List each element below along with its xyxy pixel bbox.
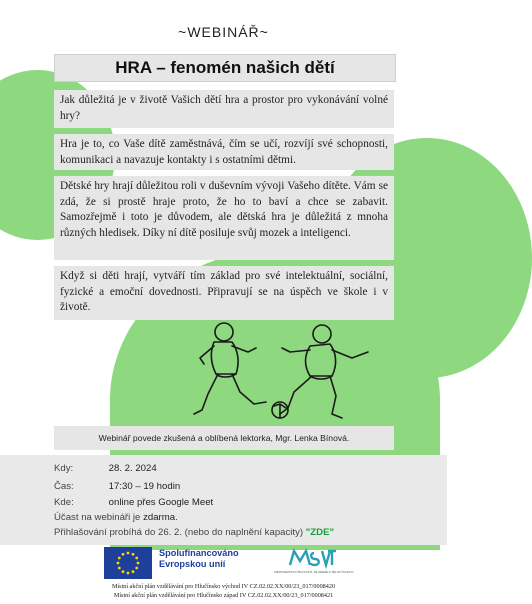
msmt-logo-text: MINISTERSTVO ŠKOLSTVÍ, MLÁDEŽE A TĚLOVÝCHOVY	[274, 570, 354, 574]
paragraph-question: Jak důležitá je v životě Vašich dětí hra a prostor pro vykonávání volné hry?	[54, 90, 394, 128]
fee-value: zdarma	[143, 512, 176, 523]
fee-line	[54, 512, 178, 523]
registration-text: Přihlašování probíhá do 26. 2. (nebo do naplnění kapacity)	[54, 527, 304, 538]
footer-line-east: Místní akční plán vzdělávání pro Hlučínsko východ IV CZ.02.02.XX/00/23_017/0008420	[111, 583, 336, 590]
registration-link[interactable]: "ZDE"	[305, 527, 335, 538]
paragraph-development: Dětské hry hrají důležitou roli v duševním vývoji Vašeho dítěte. Vám se zdá, že si prostě hraje proto, že ho to baví a chce se zabavit. Samozřejmě i toto je důvodem, ale dětská hra je důležitá z mnoha různých hledisek. Díky ní dítě posiluje svůj mozek a inteligenci.	[54, 176, 394, 260]
eu-flag-icon	[104, 547, 152, 579]
date-label: Kdy:	[54, 463, 74, 474]
paragraph-play-definition: Hra je to, co Vaše dítě zaměstnává, čím se učí, rozvíjí své schopnosti, komunikaci a navazuje kontakty i s ostatními dětmi.	[54, 134, 394, 170]
time-value: 17:30 – 19 hodin	[108, 481, 181, 492]
place-label: Kde:	[54, 497, 74, 508]
date-row	[54, 463, 157, 474]
fee-prefix: Účast na webináři je	[54, 512, 141, 523]
msmt-logo-icon	[274, 545, 354, 581]
eu-text-line1: Spolufinancováno	[159, 548, 239, 558]
time-label: Čas:	[54, 481, 74, 492]
webinar-label: ~WEBINÁŘ~	[178, 24, 269, 40]
registration-line	[54, 527, 334, 538]
lector-note: Webinář povede zkušená a oblíbená lektorka, Mgr. Lenka Bínová.	[54, 426, 394, 450]
eu-cofunding-text	[159, 548, 239, 570]
fee-suffix: .	[175, 512, 178, 523]
place-row	[54, 497, 213, 508]
place-value: online přes Google Meet	[108, 497, 214, 508]
eu-text-line2: Evropskou unií	[159, 559, 226, 569]
date-value: 28. 2. 2024	[108, 463, 157, 474]
footer-line-west: Místní akční plán vzdělávání pro Hlučínsko západ IV CZ.02.02.XX/00/23_017/0008421	[113, 592, 334, 599]
children-playing-football-illustration	[186, 318, 386, 428]
time-row	[54, 481, 180, 492]
paragraph-skills: Když si děti hrají, vytváří tím základ pro své intelektuální, sociální, fyzické a emoční dovednosti. Připravují se na úspěch ve škole i v životě.	[54, 266, 394, 320]
page-title: HRA – fenomén našich dětí	[54, 54, 396, 82]
